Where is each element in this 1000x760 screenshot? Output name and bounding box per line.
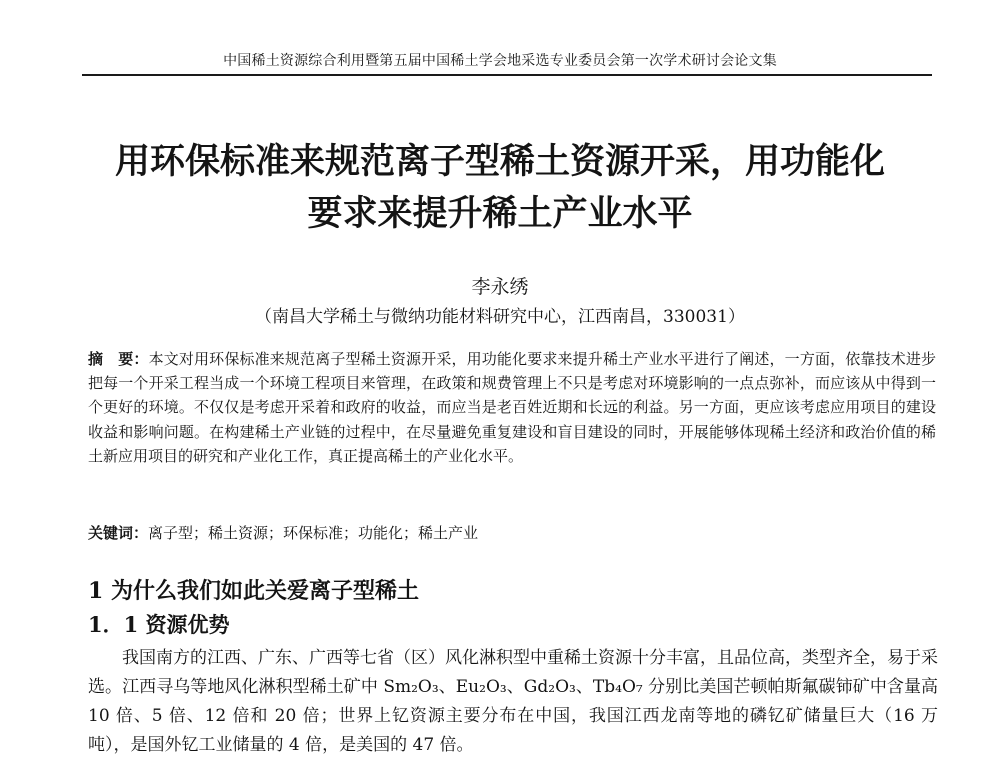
- body-paragraph: 我国南方的江西、广东、广西等七省（区）风化淋积型中重稀土资源十分丰富，且品位高，类型齐全，易于采选。江西寻乌等地风化淋积型稀土矿中 Sm₂O₃、Eu₂O₃、Gd₂O₃、Tb₄O₇ 分别比美国芒顿帕斯氟碳铈矿中含量高 10 倍、5 倍、12 倍和 20 倍；世界上钇资源主要分布在中国，我国江西龙南等地的磷钇矿储量巨大（16 万吨），是国外钇工业储量的 4 倍，是美国的 47 倍。: [88, 648, 938, 755]
- running-header: 中国稀土资源综合利用暨第五届中国稀土学会地采选专业委员会第一次学术研讨会论文集: [223, 53, 777, 69]
- section-heading: 1 为什么我们如此关爱离子型稀土: [88, 578, 419, 604]
- abstract-text: 本文对用环保标准来规范离子型稀土资源开采，用功能化要求来提升稀土产业水平进行了阐述，一方面，依靠技术进步把每一个开采工程当成一个环境工程项目来管理，在政策和规费管理上不只是考虑对环境影响的一点点弥补，而应该从中得到一个更好的环境。不仅仅是考虑开采着和政府的收益，而应当是老百姓近期和长远的利益。另一方面，更应该考虑应用项目的建设收益和影响问题。在构建稀土产业链的过程中，在尽量避免重复建设和盲目建设的同时，开展能够体现稀土经济和政治价值的稀土新应用项目的研究和产业化工作，真正提高稀土的产业化水平。: [88, 350, 936, 465]
- paper-title: [60, 136, 940, 240]
- author-affiliation: （南昌大学稀土与微纳功能材料研究中心，江西南昌，330031）: [255, 307, 745, 327]
- paper-title-line-2: 要求来提升稀土产业水平: [307, 193, 693, 234]
- paper-title-line-1: 用环保标准来规范离子型稀土资源开采，用功能化: [114, 141, 885, 182]
- abstract: [88, 347, 936, 468]
- subsection-heading: 1．1 资源优势: [88, 612, 230, 637]
- abstract-label: 摘 要：: [88, 350, 149, 368]
- keywords-label: 关键词：: [88, 524, 149, 542]
- author-name: 李永绣: [471, 276, 529, 298]
- keywords-text: 离子型；稀土资源；环保标准；功能化；稀土产业: [148, 524, 479, 542]
- header-rule: [82, 74, 932, 76]
- keywords: [88, 522, 936, 543]
